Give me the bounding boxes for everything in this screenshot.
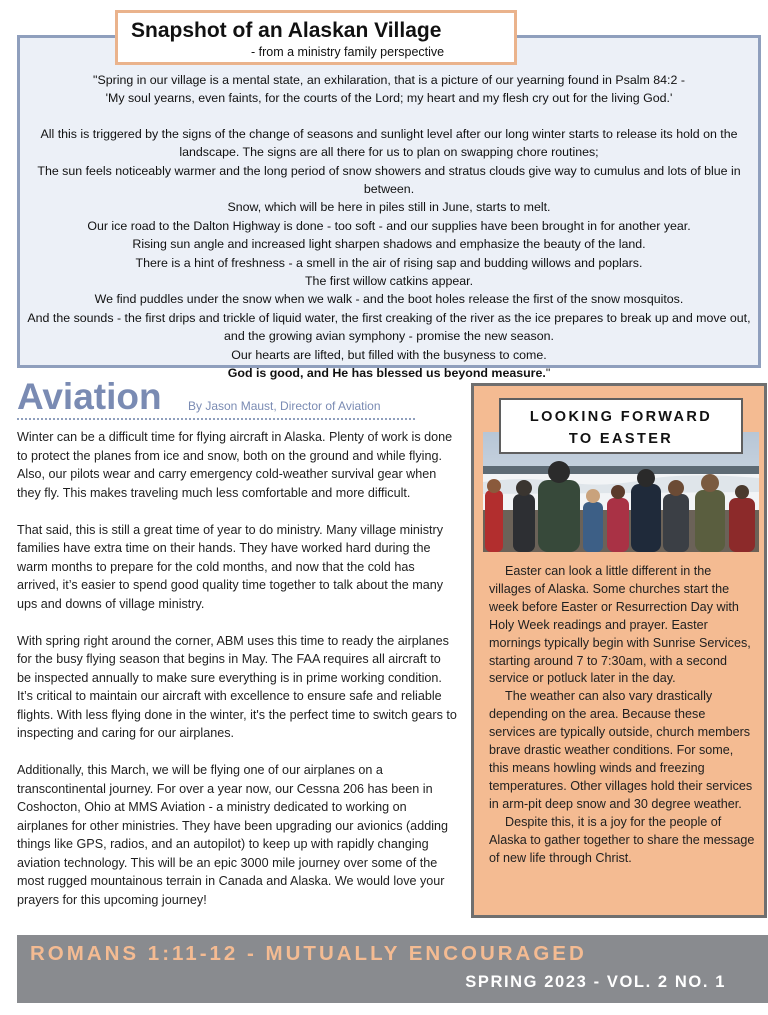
snapshot-line: Rising sun angle and increased light sharpen shadows and emphasize the beauty of the land. [132,237,646,252]
snapshot-closing-bold: God is good, and He has blessed us beyond measure. [227,366,546,381]
footer-verse: ROMANS 1:11-12 - MUTUALLY ENCOURAGED [30,942,587,965]
snapshot-line: We find puddles under the snow when we walk - and the boot holes release the first of the snow mosquitos. [94,292,684,307]
aviation-title: Aviation [17,376,162,417]
snapshot-line: Snow, which will be here in piles still in June, starts to melt. [227,200,551,215]
footer-banner [17,935,768,1003]
snapshot-line: All this is triggered by the signs of the change of seasons and sunlight level after our long winter starts to release its hold on the landscape. The signs are all there for us to plan on swapping chore routines; [40,126,738,160]
snapshot-box [17,35,761,381]
aviation-paragraph: Additionally, this March, we will be flying one of our airplanes on a transcontinental journey. For over a year now, our Cessna 206 has been in Coshocton, Ohio at MMS Aviation - a ministry dedicated to working on airplanes for other ministries. They have been upgrading our avionics (adding things like GPS, radios, and an autopilot) to keep up with rapidly changing aviation technology. This will be an epic 3000 mile journey over some of the most rugged mountainous terrain in Canada and Alaska. We would love your prayers for this upcoming journey! [17,763,449,907]
snapshot-body [20,71,758,383]
easter-title-box [499,398,743,454]
snapshot-closing-quote: " [545,366,551,381]
easter-title [501,400,741,450]
easter-paragraph: Despite this, it is a joy for the people of Alaska to gather together to share the message of new life through Christ. [489,814,755,865]
aviation-paragraph: Winter can be a difficult time for flying aircraft in Alaska. Plenty of work is done to protect the planes from ice and snow, both on the ground and while flying. Also, our pilots wear and carry emergency cold-weather survival gear when they fly. This makes traveling much less comfortable and more difficult. [17,430,453,500]
snapshot-title: Snapshot of an Alaskan Village [131,19,442,42]
easter-sidebar [471,383,767,918]
aviation-heading [17,374,415,420]
snapshot-line: Our ice road to the Dalton Highway is done - too soft - and our supplies have been brought in for another year. [87,218,691,233]
snapshot-line: And the sounds - the first drips and trickle of liquid water, the first creaking of the river as the ice prepares to break up and move out, and the growing avian symphony - promise the new season. [27,310,751,344]
footer-issue: SPRING 2023 - VOL. 2 NO. 1 [465,973,726,991]
aviation-byline: By Jason Maust, Director of Aviation [188,399,381,413]
easter-article [489,563,755,867]
snapshot-line: The first willow catkins appear. [304,274,474,289]
snapshot-line: There is a hint of freshness - a smell in the air of rising sap and budding willows and poplars. [135,255,643,270]
easter-paragraph: The weather can also vary drastically depending on the area. Because these services are typically outside, church members brave drastic weather conditions. For some, this means howling winds and freezing temperatures. Other villages hold their services in arm-pit deep snow and 30 degree weather. [489,689,753,811]
snapshot-title-box [115,10,517,65]
snapshot-subtitle: - from a ministry family perspective [251,45,445,59]
snapshot-line: 'My soul yearns, even faints, for the courts of the Lord; my heart and my flesh cry out for the living God.' [105,91,673,106]
easter-title-line: TO EASTER [568,431,674,447]
easter-title-line: LOOKING FORWARD [529,409,713,425]
aviation-paragraph: With spring right around the corner, ABM uses this time to ready the airplanes for the busy flying season that begins in May. The FAA requires all aircraft to be inspected annually to make sure everything is in prime working condition. It’s critical to maintain our aircraft with excellence to ensure safe and reliable flights. With less flying done in the winter, it's the perfect time to switch gears to inspecting and caring for our airplanes. [17,633,457,740]
aviation-article [17,428,457,928]
easter-paragraph: Easter can look a little different in the villages of Alaska. Some churches start the week before Easter or Resurrection Day with Holy Week readings and prayer. Easter mornings typically begin with Sunrise Services, starting around 7 to 7:30am, with a second service or potluck later in the day. [489,564,751,686]
paragraph-gap [20,108,758,125]
snapshot-line: Our hearts are lifted, but filled with the busyness to come. [231,347,547,362]
aviation-paragraph: That said, this is still a great time of year to do ministry. Many village ministry families have extra time on their hands. They have worked hard during the warm months to prepare for the cold months, and now that the cold has arrived, it’s easier to spend good quality time together to talk about the many ups and downs of village ministry. [17,522,444,611]
snapshot-line: "Spring in our village is a mental state, an exhilaration, that is a picture of our yearning found in Psalm 84:2 - [93,73,685,87]
snapshot-line: The sun feels noticeably warmer and the long period of snow showers and stratus clouds give way to cumulus and lots of blue in between. [37,163,741,197]
